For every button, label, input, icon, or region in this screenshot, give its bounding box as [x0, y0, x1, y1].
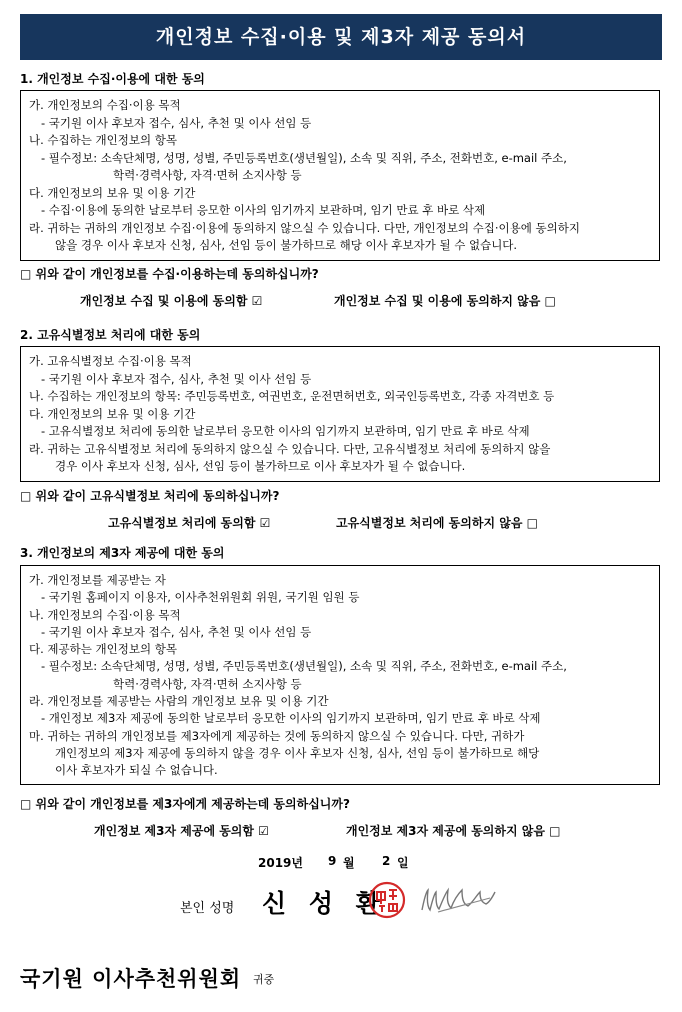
- section-1-box: [20, 90, 660, 261]
- section-2-agree-checkbox[interactable]: 고유식별정보 처리에 동의함 ☑: [108, 516, 271, 530]
- line: 않을 경우 이사 후보자 신청, 심사, 선임 등이 불가하므로 해당 이사 후보자가 될 수 없습니다.: [55, 238, 518, 252]
- line: 나. 개인정보의 수집·이용 목적: [29, 607, 181, 622]
- line: - 국기원 홈페이지 이용자, 이사추천위원회 위원, 국기원 임원 등: [41, 590, 360, 605]
- section-3-heading: 3. 개인정보의 제3자 제공에 대한 동의: [20, 546, 225, 560]
- date-day-unit: 일: [397, 856, 409, 870]
- section-1-question: □ 위와 같이 개인정보를 수집·이용하는데 동의하십니까?: [20, 267, 319, 281]
- section-1-agree-checkbox[interactable]: 개인정보 수집 및 이용에 동의함 ☑: [80, 294, 263, 308]
- line: - 국기원 이사 후보자 접수, 심사, 추천 및 이사 선임 등: [41, 624, 312, 639]
- recipient-suffix: 귀중: [253, 973, 275, 986]
- line: 학력·경력사항, 자격·면허 소지사항 등: [113, 676, 302, 691]
- recipient-organization: 국기원 이사추천위원회: [20, 967, 242, 991]
- line: 라. 개인정보를 제공받는 사람의 개인정보 보유 및 이용 기간: [29, 694, 329, 709]
- section-2-heading: 2. 고유식별정보 처리에 대한 동의: [20, 328, 201, 342]
- line: 나. 수집하는 개인정보의 항목: [29, 133, 177, 147]
- line: - 수집·이용에 동의한 날로부터 응모한 이사의 임기까지 보관하며, 임기 만료 후 바로 삭제: [41, 203, 486, 217]
- handwritten-signature: [418, 882, 498, 918]
- line: 다. 개인정보의 보유 및 이용 기간: [29, 406, 196, 421]
- section-1-heading: 1. 개인정보 수집·이용에 대한 동의: [20, 72, 205, 86]
- section-3-question: □ 위와 같이 개인정보를 제3자에게 제공하는데 동의하십니까?: [20, 797, 350, 811]
- line: 라. 귀하는 귀하의 개인정보 수집·이용에 동의하지 않으실 수 있습니다. 다만, 개인정보의 수집·이용에 동의하지: [29, 220, 580, 235]
- signer-label: 본인 성명: [180, 901, 235, 916]
- date-day: 2: [382, 854, 391, 868]
- document-title: 개인정보 수집·이용 및 제3자 제공 동의서: [20, 14, 662, 60]
- date-month: 9: [328, 854, 337, 868]
- line: 다. 개인정보의 보유 및 이용 기간: [29, 185, 196, 200]
- line: 가. 개인정보의 수집·이용 목적: [29, 98, 181, 112]
- section-3-agree-checkbox[interactable]: 개인정보 제3자 제공에 동의함 ☑: [94, 824, 269, 838]
- line: 가. 고유식별정보 수집·이용 목적: [29, 354, 192, 368]
- section-3-box: [20, 565, 660, 785]
- red-seal-stamp: [367, 880, 407, 920]
- signer-name: 신 성 환: [262, 889, 387, 918]
- line: - 개인정보 제3자 제공에 동의한 날로부터 응모한 이사의 임기까지 보관하며, 임기 만료 후 바로 삭제: [41, 711, 541, 726]
- section-1-disagree-checkbox[interactable]: 개인정보 수집 및 이용에 동의하지 않음 □: [334, 294, 556, 308]
- line: 마. 귀하는 귀하의 개인정보를 제3자에게 제공하는 것에 동의하지 않으실 수 있습니다. 다만, 귀하가: [29, 728, 525, 743]
- date-month-unit: 월: [343, 856, 355, 870]
- line: 라. 귀하는 고유식별정보 처리에 동의하지 않으실 수 있습니다. 다만, 고유식별정보 처리에 동의하지 않을: [29, 441, 551, 456]
- section-2-question: □ 위와 같이 고유식별정보 처리에 동의하십니까?: [20, 489, 280, 503]
- section-2-box: [20, 346, 660, 482]
- date-year: 2019년: [258, 856, 303, 870]
- line: 다. 제공하는 개인정보의 항목: [29, 642, 177, 657]
- line: 개인정보의 제3자 제공에 동의하지 않을 경우 이사 후보자 신청, 심사, 선임 등이 불가하므로 해당: [55, 745, 540, 760]
- line: 나. 수집하는 개인정보의 항목: 주민등록번호, 여권번호, 운전면허번호, 외국인등록번호, 각종 자격번호 등: [29, 389, 555, 403]
- line: 경우 이사 후보자 신청, 심사, 선임 등이 불가하므로 이사 후보자가 될 수 없습니다.: [55, 459, 466, 473]
- line: - 국기원 이사 후보자 접수, 심사, 추천 및 이사 선임 등: [41, 371, 312, 386]
- line: - 필수정보: 소속단체명, 성명, 성별, 주민등록번호(생년월일), 소속 및 직위, 주소, 전화번호, e-mail 주소,: [41, 659, 567, 674]
- line: - 필수정보: 소속단체명, 성명, 성별, 주민등록번호(생년월일), 소속 및 직위, 주소, 전화번호, e-mail 주소,: [41, 150, 567, 165]
- section-3-disagree-checkbox[interactable]: 개인정보 제3자 제공에 동의하지 않음 □: [346, 824, 561, 838]
- line: 학력·경력사항, 자격·면허 소지사항 등: [113, 168, 302, 182]
- line: 이사 후보자가 되실 수 없습니다.: [55, 763, 218, 778]
- line: - 국기원 이사 후보자 접수, 심사, 추천 및 이사 선임 등: [41, 115, 312, 130]
- line: 가. 개인정보를 제공받는 자: [29, 573, 166, 587]
- section-2-disagree-checkbox[interactable]: 고유식별정보 처리에 동의하지 않음 □: [336, 516, 538, 530]
- line: - 고유식별정보 처리에 동의한 날로부터 응모한 이사의 임기까지 보관하며, 임기 만료 후 바로 삭제: [41, 424, 530, 438]
